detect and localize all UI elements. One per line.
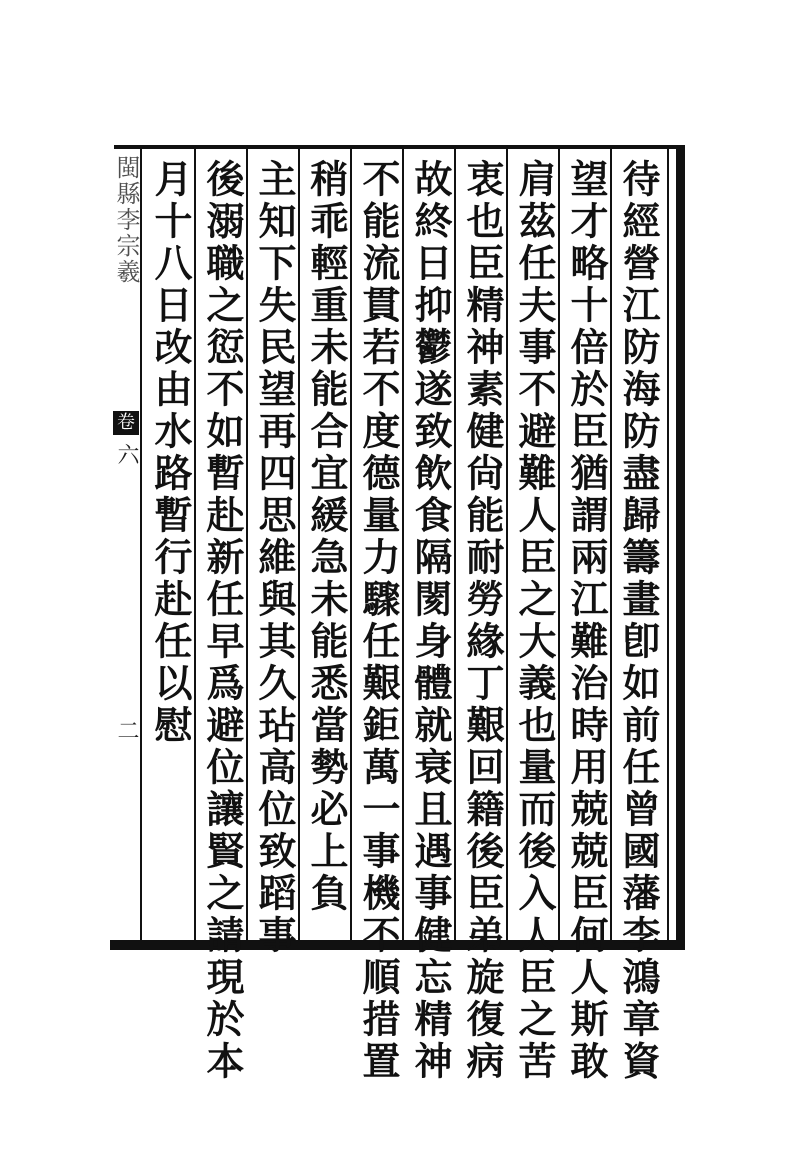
spine-title: 閩縣李宗羲 bbox=[112, 155, 140, 285]
frame-right-border bbox=[676, 145, 685, 950]
text-column-4: 衷也臣精神素健尙能耐勞緣丁艱回籍後臣弟旋復病 bbox=[460, 159, 505, 1083]
spine-margin bbox=[110, 149, 142, 940]
text-column-9: 後溺職之愆不如暫赴新任早爲避位讓賢之請現於本 bbox=[200, 159, 245, 1083]
frame-right-inner-rule bbox=[667, 149, 669, 940]
text-column-7: 稍乖輕重未能合宜緩急未能悉當勢必上負 bbox=[304, 159, 349, 915]
text-column-8: 主知下失民望再四思維與其久玷高位致蹈事 bbox=[252, 159, 297, 957]
spine-volume-number: 六 bbox=[114, 443, 139, 465]
spine-volume-mark: 卷 bbox=[113, 411, 139, 435]
text-column-2: 望才略十倍於臣猶謂兩江難治時用兢兢臣何人斯敢 bbox=[564, 159, 609, 1083]
text-body bbox=[142, 149, 667, 1083]
text-column-3: 肩茲任夫事不避難人臣之大義也量而後入人臣之苦 bbox=[512, 159, 557, 1083]
text-column-10: 月十八日改由水路暫行赴任以慰 bbox=[148, 159, 193, 747]
page-frame bbox=[110, 145, 685, 1083]
text-column-6: 不能流貫若不度德量力驟任艱鉅萬一事機不順措置 bbox=[356, 159, 401, 1083]
text-column-1: 待經營江防海防盡歸籌畫卽如前任曾國藩李鴻章資 bbox=[616, 159, 661, 1083]
text-column-5: 故終日抑鬱遂致飲食隔閡身體就衰且遇事健忘精神 bbox=[408, 159, 453, 1083]
spine-page-number: 二 bbox=[114, 719, 139, 741]
